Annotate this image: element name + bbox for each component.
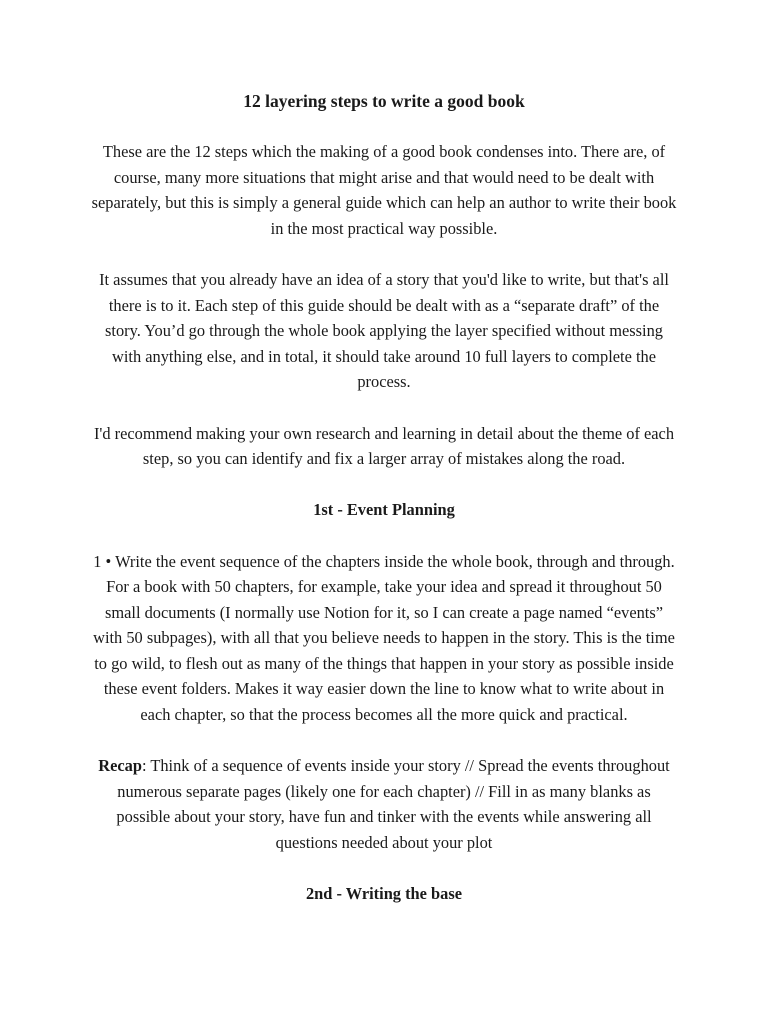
recap-label: Recap: [98, 756, 142, 776]
intro-paragraph: It assumes that you already have an idea of a story that you'd like to write, but that's all there is to it. Each step of this guide should be dealt with as a “separate draft” of the story. You’d go through the whole book applying the layer specified without messing with anything else, and in total, it should take around 10 full layers to complete the process.: [99, 269, 669, 392]
intro-paragraph: These are the 12 steps which the making of a good book condenses into. There are, of course, many more situations that might arise and that would need to be dealt with separately, but this is simply a general guide which can help an author to write their book in the most practical way possible.: [91, 142, 677, 238]
step2-heading: 2nd - Writing the base: [305, 884, 463, 904]
recap-text: : Think of a sequence of events inside your story // Spread the events throughout numerous separate pages (likely one for each chapter) // Fill in as many blanks as possible about your story, have fun and tinker with the events while answering all questions needed about your plot: [116, 756, 670, 853]
step1-heading: 1st - Event Planning: [313, 500, 455, 520]
document-title: 12 layering steps to write a good book: [243, 91, 525, 111]
document-page: [90, 88, 678, 932]
step1-recap: [90, 753, 678, 855]
step1-body: 1 • Write the event sequence of the chapters inside the whole book, through and through. For a book with 50 chapters, for example, take your idea and spread it throughout 50 small documents (I normally use Notion for it, so I can create a page named “events” with 50 subpages), with all that you believe needs to happen in the story. This is the time to go wild, to flesh out as many of the things that happen in your story as possible inside these event folders. Makes it way easier down the line to know what to write about in each chapter, so that the process becomes all the more quick and practical.: [93, 551, 675, 725]
intro-paragraph: I'd recommend making your own research and learning in detail about the theme of each step, so you can identify and fix a larger array of mistakes along the road.: [93, 423, 675, 469]
